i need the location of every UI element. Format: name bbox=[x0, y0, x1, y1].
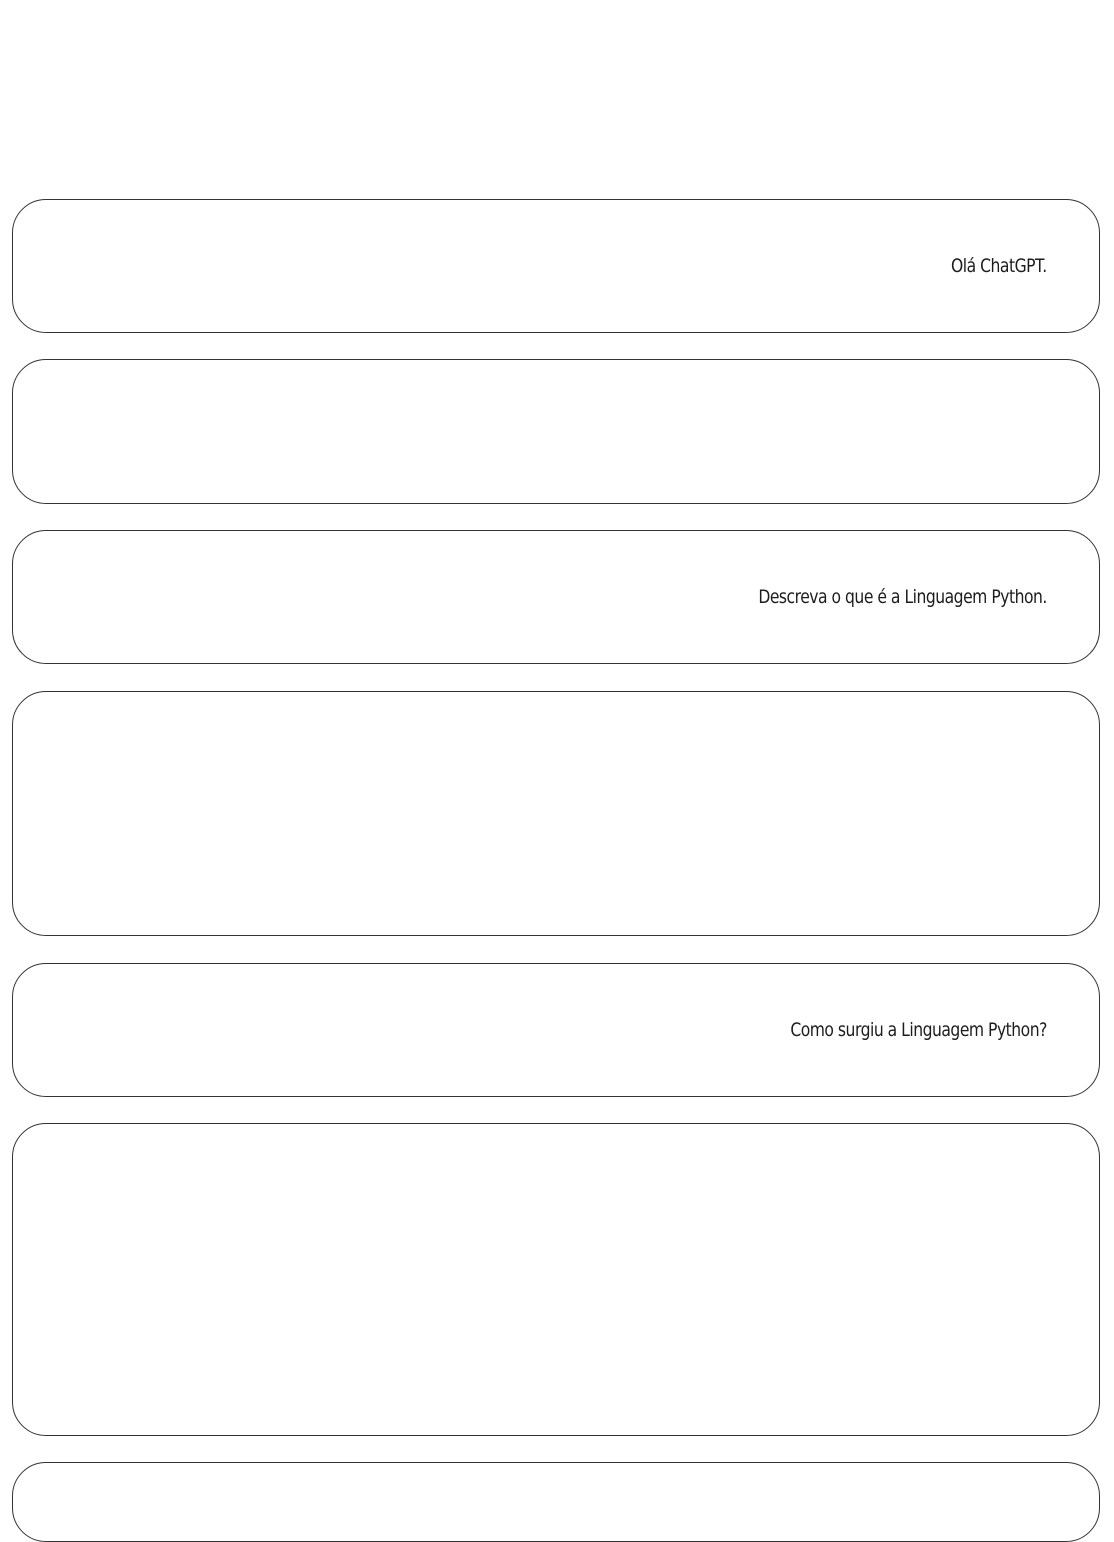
user-message-bubble bbox=[12, 199, 1100, 333]
user-message-text: Como surgiu a Linguagem Python? bbox=[790, 1019, 1047, 1041]
assistant-message-bubble bbox=[12, 359, 1100, 504]
user-message-text: Descreva o que é a Linguagem Python. bbox=[758, 586, 1047, 608]
assistant-message-bubble bbox=[12, 1462, 1100, 1542]
assistant-message-bubble bbox=[12, 1123, 1100, 1436]
user-message-bubble bbox=[12, 530, 1100, 664]
assistant-message-bubble bbox=[12, 691, 1100, 936]
user-message-text: Olá ChatGPT. bbox=[951, 255, 1047, 277]
user-message-bubble bbox=[12, 963, 1100, 1097]
